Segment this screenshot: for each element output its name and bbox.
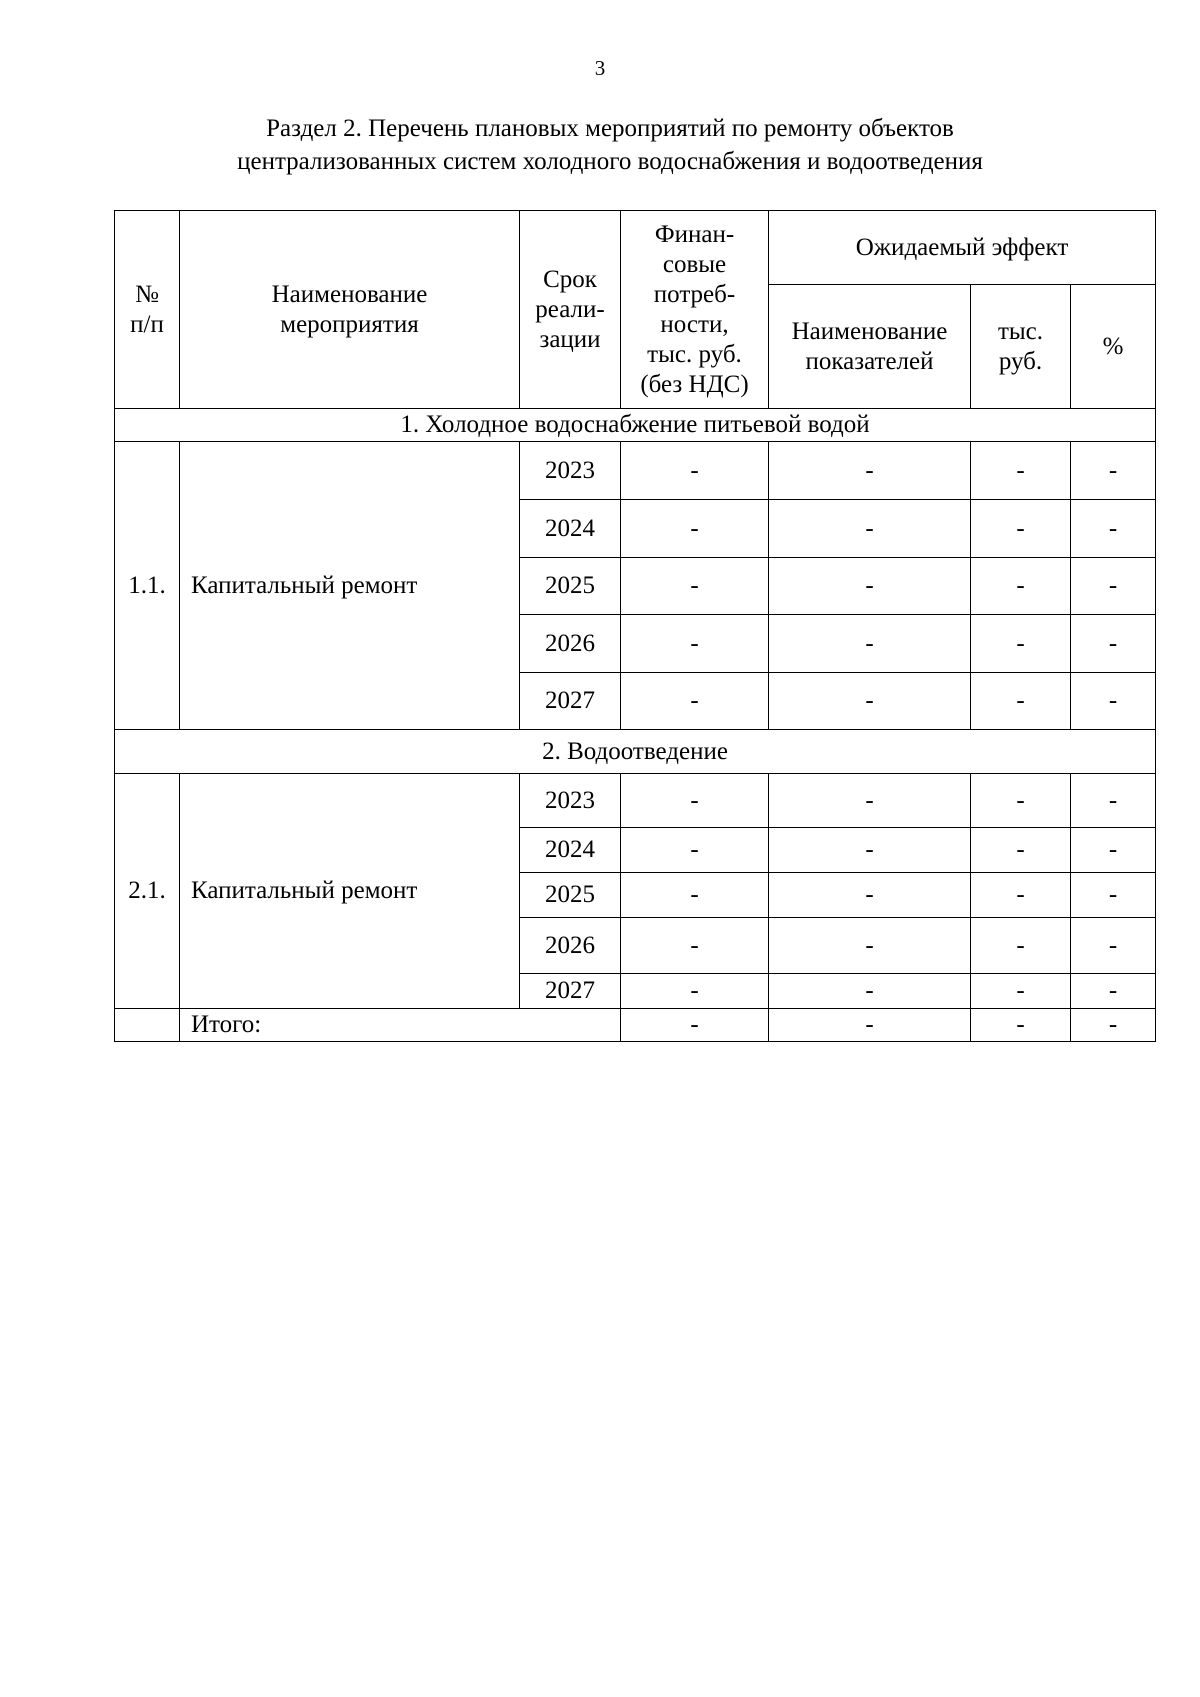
finance-cell: - <box>621 500 769 558</box>
total-finance-cell: - <box>621 1009 769 1042</box>
page-number: 3 <box>594 56 606 80</box>
year-cell: 2025 <box>520 873 621 918</box>
percent-cell: - <box>1071 828 1156 873</box>
percent-cell: - <box>1071 673 1156 730</box>
year-cell: 2027 <box>520 673 621 730</box>
total-indicator-cell: - <box>769 1009 971 1042</box>
percent-cell: - <box>1071 974 1156 1009</box>
header-num: № п/п <box>115 211 180 409</box>
indicator-cell: - <box>769 500 971 558</box>
item-1-1-num: 1.1. <box>115 442 180 730</box>
thous-cell: - <box>971 442 1071 500</box>
year-cell: 2027 <box>520 974 621 1009</box>
thous-cell: - <box>971 558 1071 615</box>
percent-cell: - <box>1071 442 1156 500</box>
planned-measures-table <box>114 210 1156 1042</box>
indicator-cell: - <box>769 873 971 918</box>
thous-cell: - <box>971 615 1071 673</box>
year-cell: 2023 <box>520 774 621 828</box>
total-percent-cell: - <box>1071 1009 1156 1042</box>
percent-cell: - <box>1071 615 1156 673</box>
section-1-title: 1. Холодное водоснабжение питьевой водой <box>115 409 1156 442</box>
total-row <box>115 1009 1156 1042</box>
percent-cell: - <box>1071 558 1156 615</box>
finance-cell: - <box>621 828 769 873</box>
total-thous-cell: - <box>971 1009 1071 1042</box>
indicator-cell: - <box>769 615 971 673</box>
indicator-cell: - <box>769 558 971 615</box>
indicator-cell: - <box>769 828 971 873</box>
table-row <box>115 774 1156 828</box>
finance-cell: - <box>621 673 769 730</box>
header-name: Наименование мероприятия <box>180 211 520 409</box>
section-title-line-1: Раздел 2. Перечень плановых мероприятий по ремонту объектов <box>266 115 954 142</box>
header-finance: Финан- совые потреб- ности, тыс. руб. (без НДС) <box>621 211 769 409</box>
section-title-line-2: централизованных систем холодного водоснабжения и водоотведения <box>237 148 983 175</box>
section-title <box>0 112 1200 178</box>
finance-cell: - <box>621 615 769 673</box>
header-percent: % <box>1071 285 1156 409</box>
section-2-title: 2. Водоотведение <box>115 730 1156 774</box>
indicator-cell: - <box>769 442 971 500</box>
thous-cell: - <box>971 828 1071 873</box>
thous-cell: - <box>971 918 1071 974</box>
year-cell: 2026 <box>520 615 621 673</box>
finance-cell: - <box>621 774 769 828</box>
thous-cell: - <box>971 673 1071 730</box>
header-indicators: Наименование показателей <box>769 285 971 409</box>
table-row <box>115 442 1156 500</box>
header-effect: Ожидаемый эффект <box>769 211 1156 285</box>
year-cell: 2023 <box>520 442 621 500</box>
item-2-1-name: Капитальный ремонт <box>180 774 520 1009</box>
finance-cell: - <box>621 918 769 974</box>
year-cell: 2025 <box>520 558 621 615</box>
indicator-cell: - <box>769 918 971 974</box>
finance-cell: - <box>621 442 769 500</box>
indicator-cell: - <box>769 974 971 1009</box>
total-num-cell <box>115 1009 180 1042</box>
header-term: Срок реали- зации <box>520 211 621 409</box>
finance-cell: - <box>621 558 769 615</box>
item-1-1-name: Капитальный ремонт <box>180 442 520 730</box>
year-cell: 2026 <box>520 918 621 974</box>
indicator-cell: - <box>769 673 971 730</box>
indicator-cell: - <box>769 774 971 828</box>
percent-cell: - <box>1071 918 1156 974</box>
thous-cell: - <box>971 974 1071 1009</box>
item-2-1-num: 2.1. <box>115 774 180 1009</box>
percent-cell: - <box>1071 500 1156 558</box>
year-cell: 2024 <box>520 500 621 558</box>
year-cell: 2024 <box>520 828 621 873</box>
total-label: Итого: <box>180 1009 621 1042</box>
thous-cell: - <box>971 500 1071 558</box>
finance-cell: - <box>621 873 769 918</box>
finance-cell: - <box>621 974 769 1009</box>
thous-cell: - <box>971 774 1071 828</box>
thous-cell: - <box>971 873 1071 918</box>
percent-cell: - <box>1071 873 1156 918</box>
header-thous-rub: тыс. руб. <box>971 285 1071 409</box>
percent-cell: - <box>1071 774 1156 828</box>
